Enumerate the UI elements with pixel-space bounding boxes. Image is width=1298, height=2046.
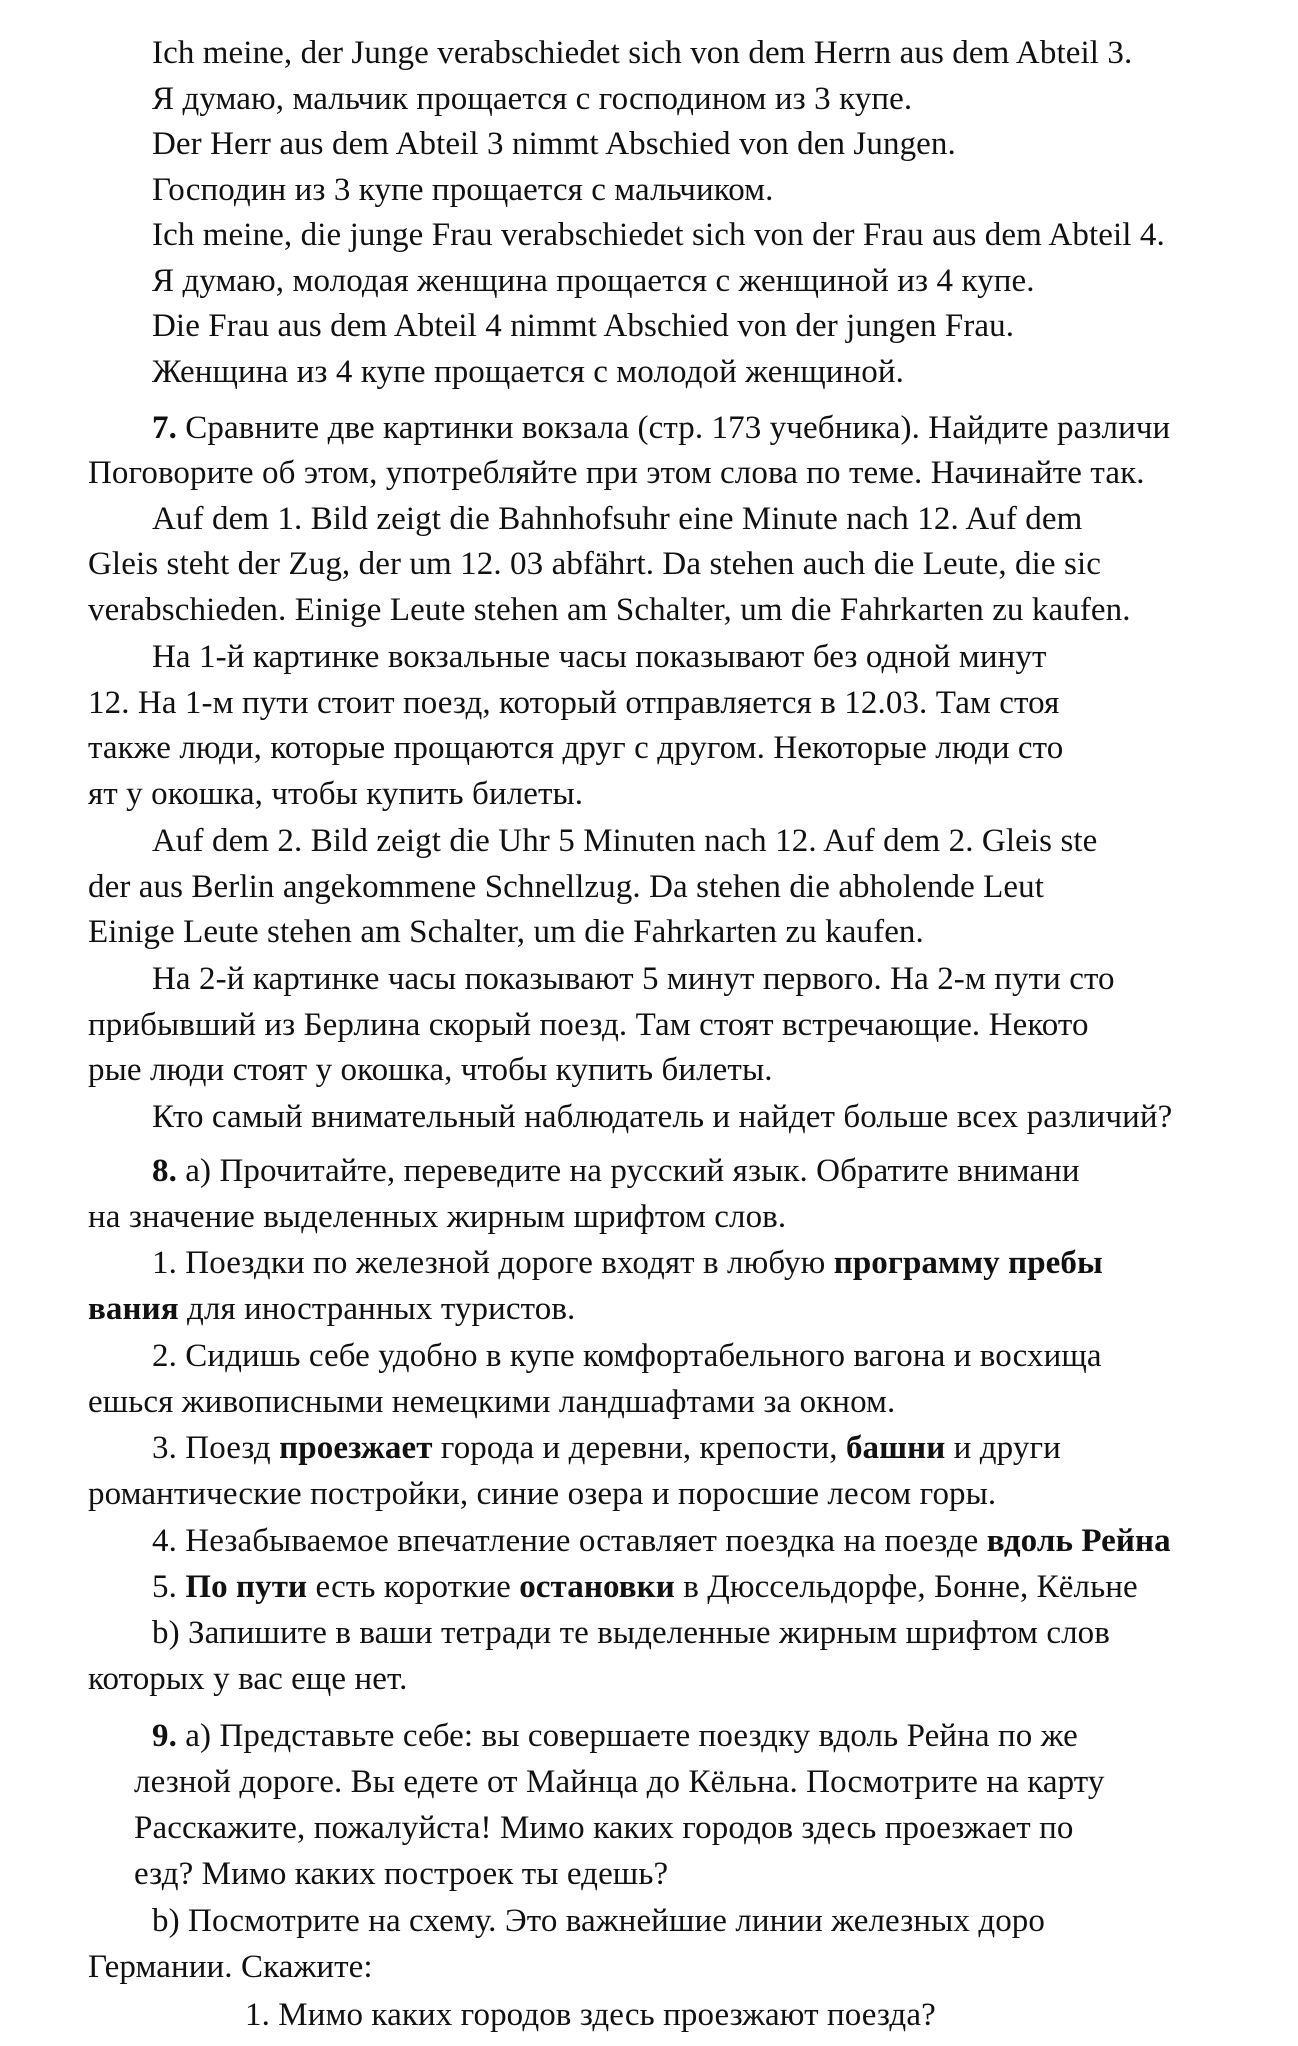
- text-run: в Дюссельдорфе, Бонне, Кёльне: [674, 1569, 1138, 1605]
- text-line: Поговорите об этом, употребляйте при этом слова по теме. Начинайте так.: [88, 455, 1145, 491]
- text-line: езд? Мимо каких построек ты едешь?: [134, 1856, 669, 1892]
- text-line: [152, 1240, 1103, 1286]
- text-line: Господин из 3 купе прощается с мальчиком.: [152, 172, 774, 208]
- text-line: b) Запишите в ваши тетради те выделенные жирным шрифтом слов: [152, 1615, 1110, 1651]
- text-line: b) Посмотрите на схему. Это важнейшие линии железных доро: [152, 1903, 1046, 1939]
- text-line: ят у окошка, чтобы купить билеты.: [88, 776, 584, 812]
- text-run: есть короткие: [307, 1569, 520, 1605]
- bold-term: программу пребы: [833, 1245, 1103, 1281]
- text-line: 2. Сидишь себе удобно в купе комфортабельного вагона и восхища: [152, 1338, 1102, 1374]
- text-run: 4. Незабываемое впечатление оставляет поездка на поезде: [152, 1523, 987, 1559]
- text-line: ешься живописными немецкими ландшафтами за окном.: [88, 1384, 896, 1420]
- text-run: а) Прочитайте, переведите на русский язык. Обратите внимани: [176, 1153, 1080, 1189]
- text-run: города и деревни, крепости,: [432, 1430, 846, 1466]
- text-line: Расскажите, пожалуйста! Мимо каких городов здесь проезжает по: [134, 1810, 1074, 1846]
- text-line: На 1-й картинке вокзальные часы показывают без одной минут: [152, 639, 1047, 675]
- text-line: которых у вас еще нет.: [88, 1661, 408, 1697]
- text-line: Я думаю, молодая женщина прощается с женщиной из 4 купе.: [152, 263, 1035, 299]
- text-run: и други: [945, 1430, 1061, 1466]
- bold-term: вания: [88, 1291, 179, 1327]
- text-line: [152, 1518, 1171, 1564]
- text-line: Die Frau aus dem Abteil 4 nimmt Abschied von der jungen Frau.: [152, 308, 1015, 344]
- text-line: Германии. Скажите:: [88, 1949, 373, 1985]
- text-line: также люди, которые прощаются друг с другом. Некоторые люди сто: [88, 730, 1064, 766]
- bold-term: вдоль Рейна: [986, 1523, 1171, 1559]
- text-line: романтические постройки, синие озера и поросшие лесом горы.: [88, 1476, 997, 1512]
- text-run: 3. Поезд: [152, 1430, 280, 1466]
- text-line: лезной дороге. Вы едете от Майнца до Кёльна. Посмотрите на карту: [134, 1764, 1105, 1800]
- exercise-9-heading: [152, 1713, 1078, 1759]
- text-line: Кто самый внимательный наблюдатель и найдет больше всех различий?: [152, 1099, 1173, 1135]
- text-line: Gleis steht der Zug, der um 12. 03 abfährt. Da stehen auch die Leute, die sic: [88, 546, 1101, 582]
- text-line: verabschieden. Einige Leute stehen am Schalter, um die Fahrkarten zu kaufen.: [88, 592, 1131, 628]
- text-line: прибывший из Берлина скорый поезд. Там стоят встречающие. Некото: [88, 1007, 1089, 1043]
- bold-term: башни: [845, 1430, 946, 1466]
- text-line: Einige Leute stehen am Schalter, um die Fahrkarten zu kaufen.: [88, 914, 924, 950]
- text-line: [88, 1286, 575, 1332]
- bold-term: проезжает: [279, 1430, 433, 1466]
- exercise-7-heading: [152, 405, 1170, 451]
- text-line: Ich meine, die junge Frau verabschiedet sich von der Frau aus dem Abteil 4.: [152, 217, 1165, 253]
- text-line: Auf dem 2. Bild zeigt die Uhr 5 Minuten nach 12. Auf dem 2. Gleis ste: [152, 823, 1098, 859]
- text-line: der aus Berlin angekommene Schnellzug. Da stehen die abholende Leut: [88, 869, 1045, 905]
- text-run: а) Представьте себе: вы совершаете поездку вдоль Рейна по же: [176, 1718, 1078, 1754]
- text-line: Женщина из 4 купе прощается с молодой женщиной.: [152, 354, 904, 390]
- text-line: Я думаю, мальчик прощается с господином из 3 купе.: [152, 81, 913, 117]
- text-line: 1. Мимо каких городов здесь проезжают поезда?: [245, 1997, 936, 2033]
- exercise-number: 8.: [152, 1153, 177, 1189]
- text-line: на значение выделенных жирным шрифтом слов.: [88, 1199, 787, 1235]
- text-line: [152, 1425, 1061, 1471]
- text-line: На 2-й картинке часы показывают 5 минут первого. На 2-м пути сто: [152, 961, 1115, 997]
- text-run: 5.: [152, 1569, 186, 1605]
- text-run: для иностранных туристов.: [178, 1291, 576, 1327]
- text-line: [152, 1564, 1138, 1610]
- text-line: Auf dem 1. Bild zeigt die Bahnhofsuhr eine Minute nach 12. Auf dem: [152, 501, 1083, 537]
- text-run: 1. Поездки по железной дороге входят в любую: [152, 1245, 834, 1281]
- bold-term: По пути: [185, 1569, 308, 1605]
- text-line: Der Herr aus dem Abteil 3 nimmt Abschied von den Jungen.: [152, 126, 956, 162]
- exercise-8-heading: [152, 1148, 1080, 1194]
- text-line: рые люди стоят у окошка, чтобы купить билеты.: [88, 1052, 773, 1088]
- bold-term: остановки: [519, 1569, 675, 1605]
- text-run: Сравните две картинки вокзала (стр. 173 учебника). Найдите различи: [176, 410, 1171, 446]
- text-line: 12. На 1-м пути стоит поезд, который отправляется в 12.03. Там стоя: [88, 685, 1060, 721]
- exercise-number: 9.: [152, 1718, 177, 1754]
- exercise-number: 7.: [152, 410, 177, 446]
- text-line: Ich meine, der Junge verabschiedet sich von dem Herrn aus dem Abteil 3.: [152, 35, 1133, 71]
